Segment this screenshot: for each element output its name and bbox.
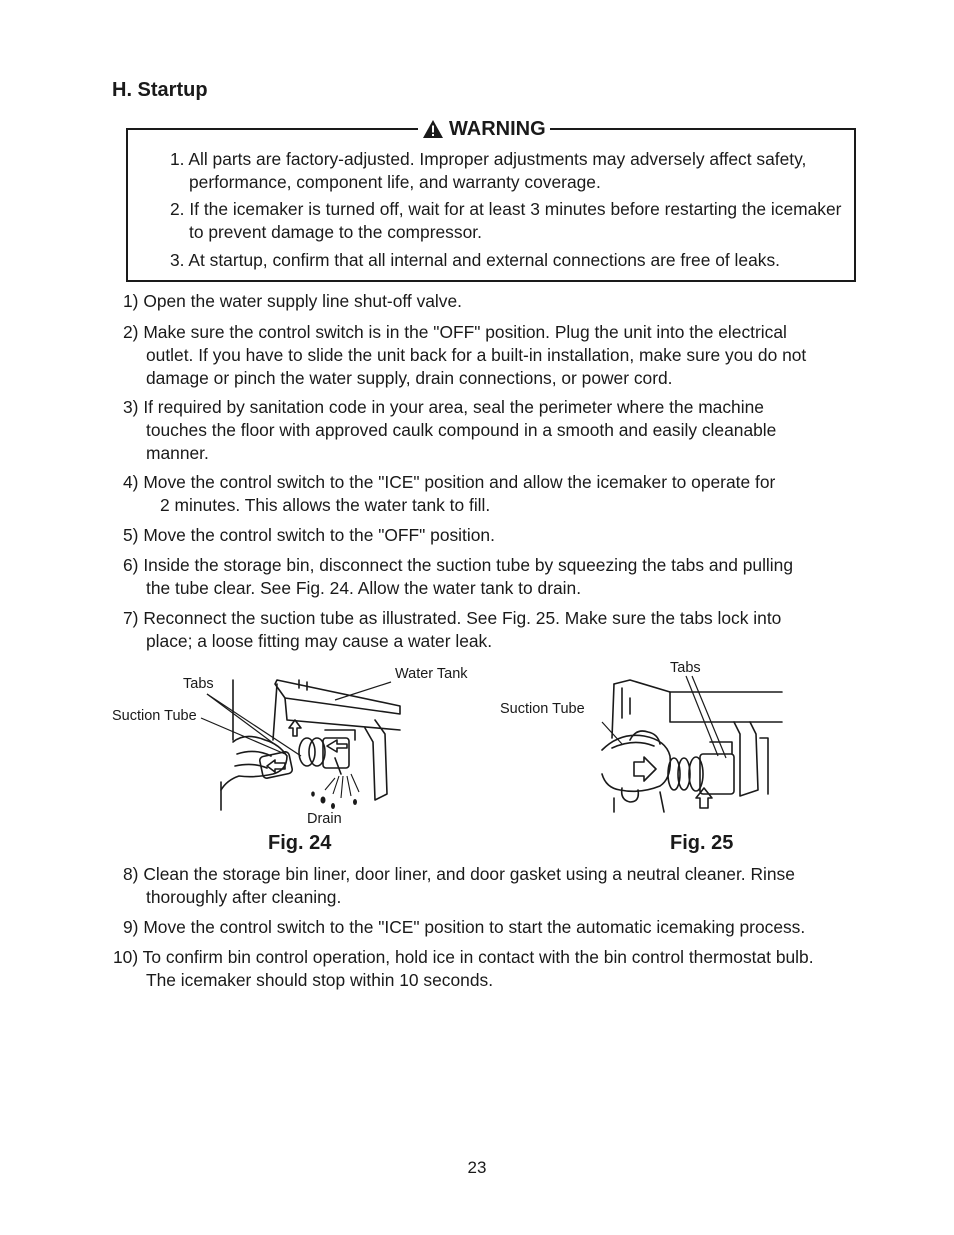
section-heading: H. Startup (112, 79, 208, 101)
step-5: 5) Move the control switch to the "OFF" position. (123, 525, 495, 545)
step-4: 4) Move the control switch to the "ICE" position and allow the icemaker to operate for 2 minutes. This allows the water tank to fill. (123, 472, 776, 515)
warning-item-2: 2. If the icemaker is turned off, wait for at least 3 minutes before restarting the icemaker to prevent damage to the compressor. (170, 199, 842, 242)
warning-item-3: 3. At startup, confirm that all internal and external connections are free of leaks. (170, 250, 780, 270)
fig25-illustration (600, 678, 790, 818)
warning-triangle-icon (422, 119, 444, 139)
page-number: 23 (467, 1158, 487, 1177)
step-9: 9) Move the control switch to the "ICE" position to start the automatic icemaking process. (123, 917, 806, 937)
fig25-callout-tabs: Tabs (670, 660, 701, 676)
fig24-callout-drain: Drain (307, 811, 342, 827)
fig25-label: Fig. 25 (670, 832, 734, 854)
step-10: 10) To confirm bin control operation, hold ice in contact with the bin control thermostat bulb. The icemaker should stop within 10 seconds. (113, 947, 814, 990)
step-2: 2) Make sure the control switch is in the "OFF" position. Plug the unit into the electrical outlet. If you have to slide the unit back for a built-in installation, make sure you do not damage or pinch the water supply, drain connections, or power cord. (123, 322, 807, 388)
fig24-callout-tabs: Tabs (183, 676, 214, 692)
step-3: 3) If required by sanitation code in your area, seal the perimeter where the machine touches the floor with approved caulk compound in a smooth and easily cleanable manner. (123, 397, 777, 463)
step-6: 6) Inside the storage bin, disconnect the suction tube by squeezing the tabs and pulling the tube clear. See Fig. 24. Allow the water tank to drain. (123, 555, 794, 598)
step-7: 7) Reconnect the suction tube as illustrated. See Fig. 25. Make sure the tabs lock into place; a loose fitting may cause a water leak. (123, 608, 782, 651)
warning-title-text: WARNING (449, 118, 546, 140)
warning-box (126, 118, 856, 282)
fig24-label: Fig. 24 (268, 832, 332, 854)
fig25-callout-suction-tube: Suction Tube (500, 701, 585, 717)
step-1: 1) Open the water supply line shut-off valve. (123, 291, 462, 311)
step-8: 8) Clean the storage bin liner, door liner, and door gasket using a neutral cleaner. Rinse thoroughly after cleaning. (123, 864, 795, 907)
warning-title (418, 116, 550, 142)
fig24-callout-suction-tube: Suction Tube (112, 708, 197, 724)
fig24-callout-water-tank: Water Tank (395, 666, 468, 682)
fig24-illustration (215, 670, 405, 810)
warning-item-1: 1. All parts are factory-adjusted. Improper adjustments may adversely affect safety, performance, component life, and warranty coverage. (170, 149, 807, 192)
